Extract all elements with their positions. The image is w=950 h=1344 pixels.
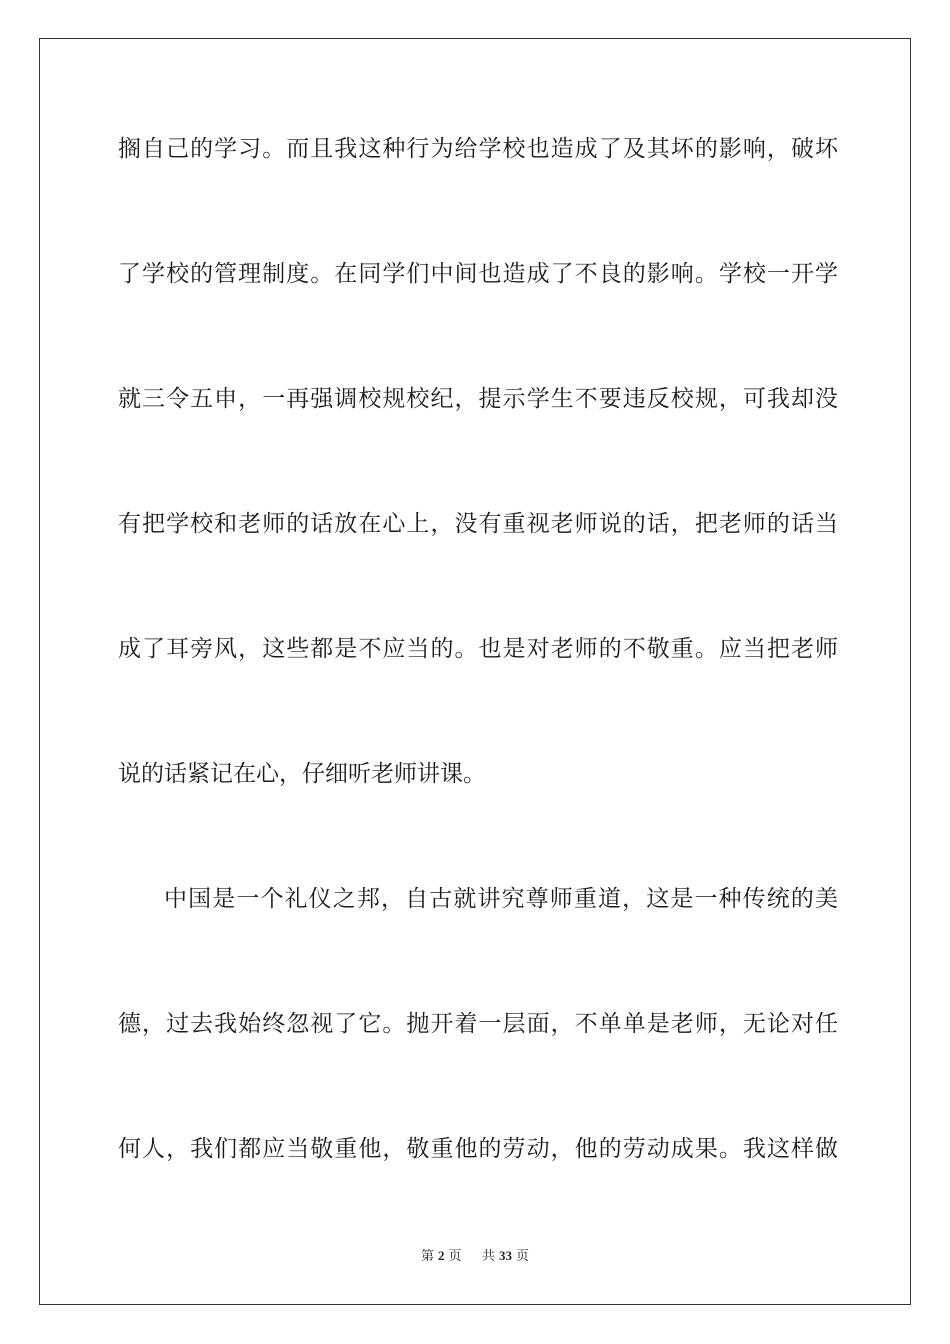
page-footer: [0, 1245, 950, 1264]
footer-page-prefix: 第: [420, 1249, 434, 1264]
footer-total-pages: 33: [499, 1248, 513, 1263]
body-text-line-9: 何人，我们都应当敬重他，敬重他的劳动，他的劳动成果。我这样做: [118, 1136, 838, 1162]
body-text-line-4: 有把学校和老师的话放在心上，没有重视老师说的话，把老师的话当: [118, 511, 838, 537]
body-text-line-6: 说的话紧记在心，仔细听老师讲课。: [118, 761, 486, 787]
footer-total-suffix: 页: [516, 1249, 530, 1264]
footer-page-number: 2: [437, 1248, 445, 1263]
body-text-line-2: 了学校的管理制度。在同学们中间也造成了不良的影响。学校一开学: [118, 261, 838, 287]
body-text-line-3: 就三令五申，一再强调校规校纪，提示学生不要违反校规，可我却没: [118, 386, 838, 412]
body-text-line-7: 中国是一个礼仪之邦，自古就讲究尊师重道，这是一种传统的美: [164, 886, 838, 912]
body-text-line-1: 搁自己的学习。而且我这种行为给学校也造成了及其坏的影响，破坏: [118, 136, 838, 162]
body-text-line-8: 德，过去我始终忽视了它。抛开着一层面，不单单是老师，无论对任: [118, 1011, 838, 1037]
footer-page-suffix: 页: [448, 1249, 462, 1264]
page-frame: [39, 38, 911, 1305]
body-text-line-5: 成了耳旁风，这些都是不应当的。也是对老师的不敬重。应当把老师: [118, 636, 838, 662]
footer-total-prefix: 共: [482, 1249, 496, 1264]
